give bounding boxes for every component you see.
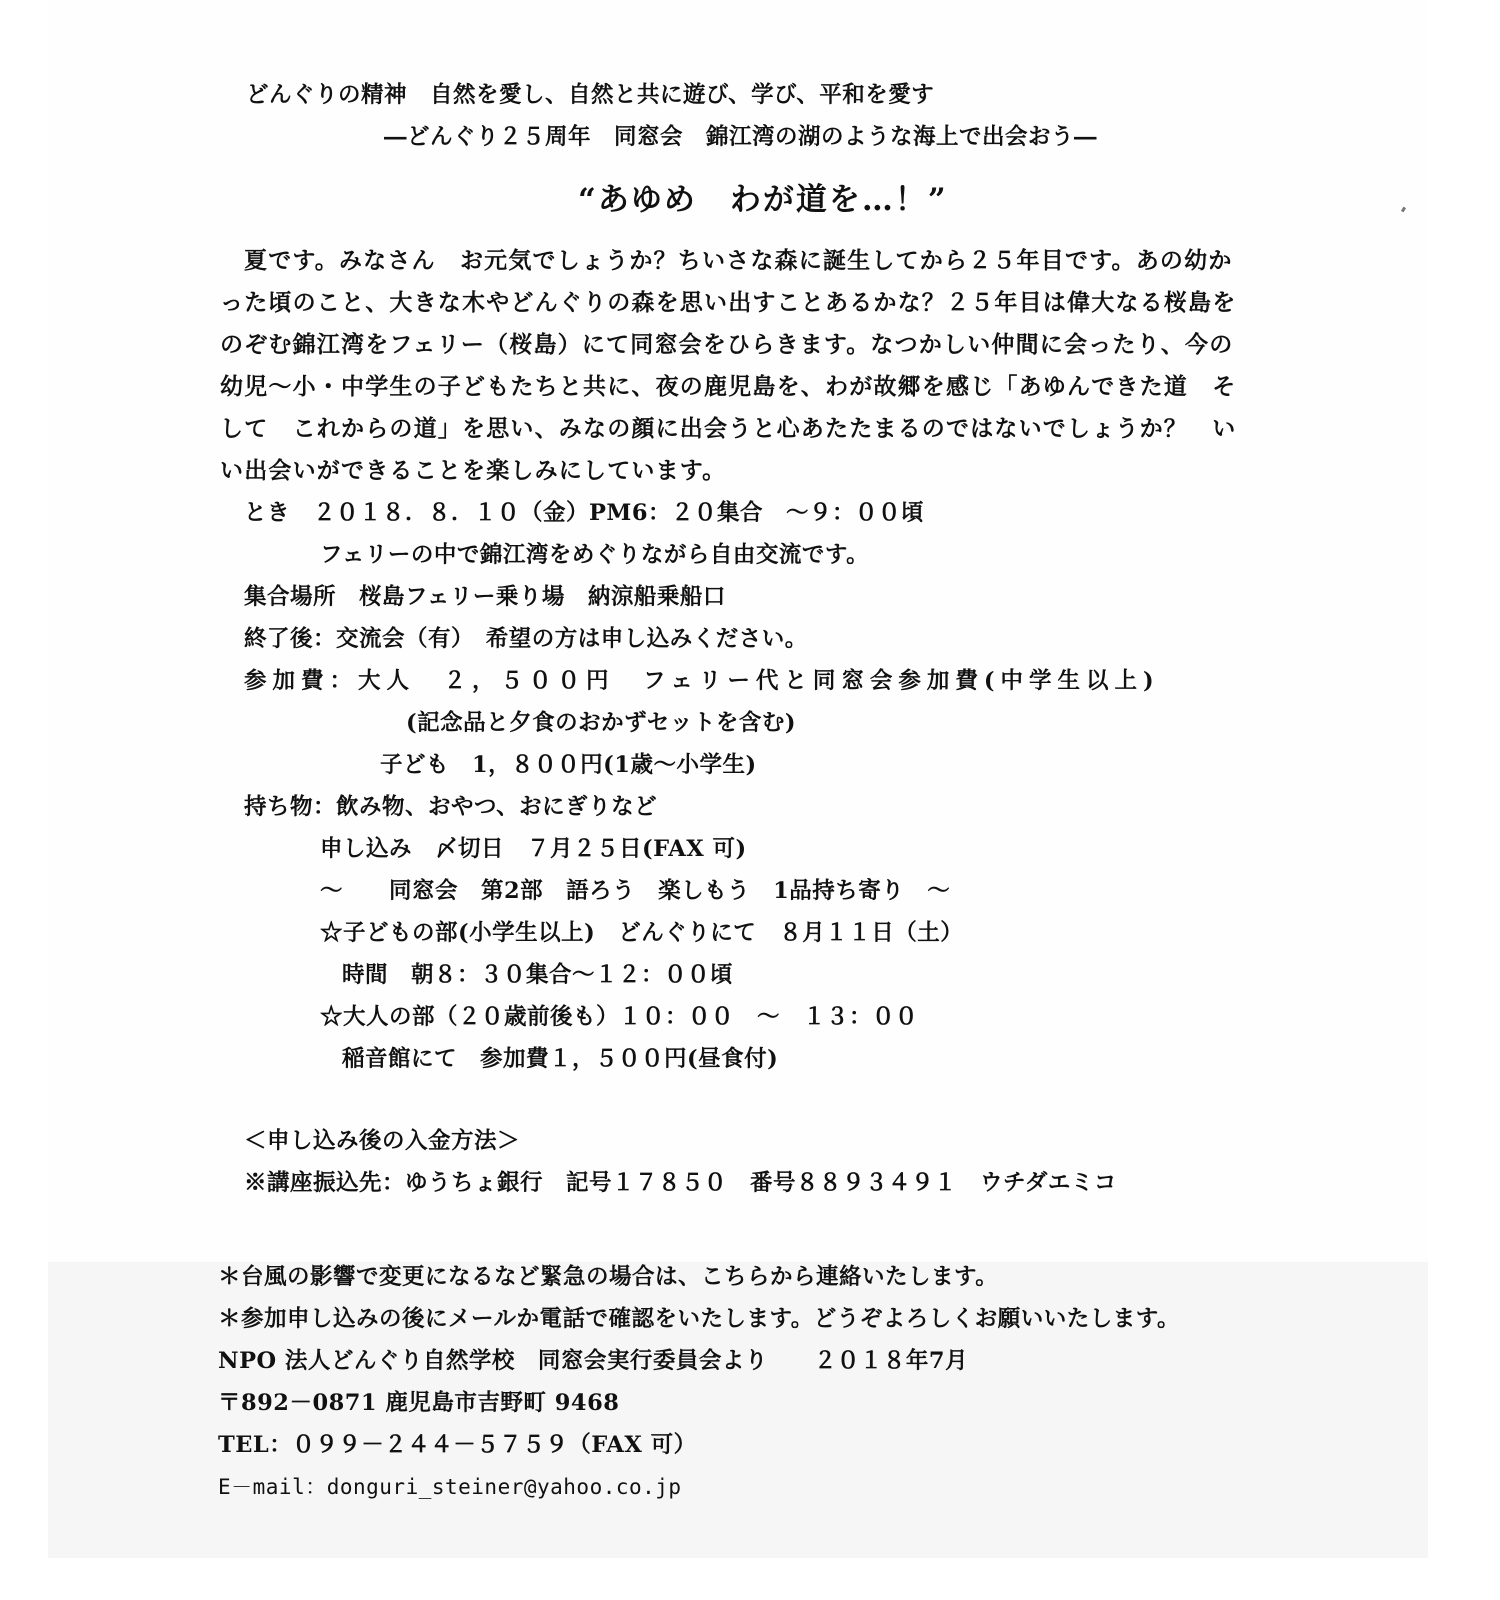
adult-part: ☆大人の部（２０歳前後も）１０：００ ～ １３：００ <box>320 1004 919 1030</box>
intro-line-4: 幼児～小・中学生の子どもたちと共に、夜の鹿児島を、わが故郷を感じ「あゆんできた道 そ <box>220 373 1237 400</box>
meeting-place: 集合場所 桜島フェリー乗り場 納涼船乗船口 <box>244 584 726 610</box>
organization-line: NPO 法人どんぐり自然学校 同窓会実行委員会より ２０１８年7月 <box>218 1348 969 1374</box>
event-date-note: フェリーの中で錦江湾をめぐりながら自由交流です。 <box>320 542 870 568</box>
intro-line-6: い出会いができることを楽しみにしています。 <box>220 457 727 484</box>
intro-line-5: して これからの道」を思い、みなの顔に出会うと心あたたまるのではないでしょうか？ い <box>220 415 1237 442</box>
kids-part: ☆子どもの部(小学生以上) どんぐりにて ８月１１日（土） <box>320 920 964 946</box>
intro-line-2: った頃のこと、大きな木やどんぐりの森を思い出すことあるかな？２５年目は偉大なる桜島を <box>220 289 1237 316</box>
email-address[interactable]: E－mail：donguri_steiner@yahoo.co.jp <box>218 1475 682 1499</box>
kids-part-time: 時間 朝８：３０集合～１２：００頃 <box>342 962 734 988</box>
telephone: TEL：０９９－２４４－５７５９（FAX 可） <box>218 1432 697 1458</box>
page-title: “あゆめ わが道を…！” <box>578 182 948 218</box>
note-typhoon: ＊台風の影響で変更になるなど緊急の場合は、こちらから連絡いたします。 <box>218 1264 999 1290</box>
application-deadline: 申し込み 〆切日 ７月２５日(FAX 可) <box>320 836 747 862</box>
part2-heading: ～ 同窓会 第2部 語ろう 楽しもう 1品持ち寄り ～ <box>320 878 951 904</box>
note-confirmation: ＊参加申し込みの後にメールか電話で確認をいたします。どうぞよろしくお願いいたします。 <box>218 1306 1180 1332</box>
adult-part-place: 稲音館にて 参加費１，５００円(昼食付) <box>342 1046 779 1072</box>
intro-line-1: 夏です。みなさん お元気でしょうか？ちいさな森に誕生してから２５年目です。あの幼か <box>244 247 1233 274</box>
intro-line-3: のぞむ錦江湾をフェリー（桜島）にて同窓会をひらきます。なつかしい仲間に会ったり、今の <box>220 331 1234 358</box>
spirit-line: どんぐりの精神 自然を愛し、自然と共に遊び、学び、平和を愛す <box>246 82 935 108</box>
payment-heading: ＜申し込み後の入金方法＞ <box>244 1128 521 1154</box>
fee-child: 子ども 1，８００円(1歳～小学生) <box>380 752 757 778</box>
items-to-bring: 持ち物：飲み物、おやつ、おにぎりなど <box>244 794 658 820</box>
payment-account: ※講座振込先：ゆうちょ銀行 記号１７８５０ 番号８８９３４９１ ウチダエミコ <box>244 1170 1117 1196</box>
postal-address: 〒892－0871 鹿児島市吉野町 9468 <box>218 1390 620 1416</box>
fee-adult: 参加費：大人 ２，５００円 フェリー代と同窓会参加費(中学生以上) <box>244 668 1160 694</box>
fee-adult-note: (記念品と夕食のおかずセットを含む) <box>406 710 797 736</box>
event-date: とき ２０１８．８．１０（金）PM6：２０集合 ～９：００頃 <box>244 500 924 526</box>
subtitle-line: ―どんぐり２５周年 同窓会 錦江湾の湖のような海上で出会おう― <box>384 124 1098 150</box>
after-party: 終了後：交流会（有） 希望の方は申し込みください。 <box>244 626 808 652</box>
